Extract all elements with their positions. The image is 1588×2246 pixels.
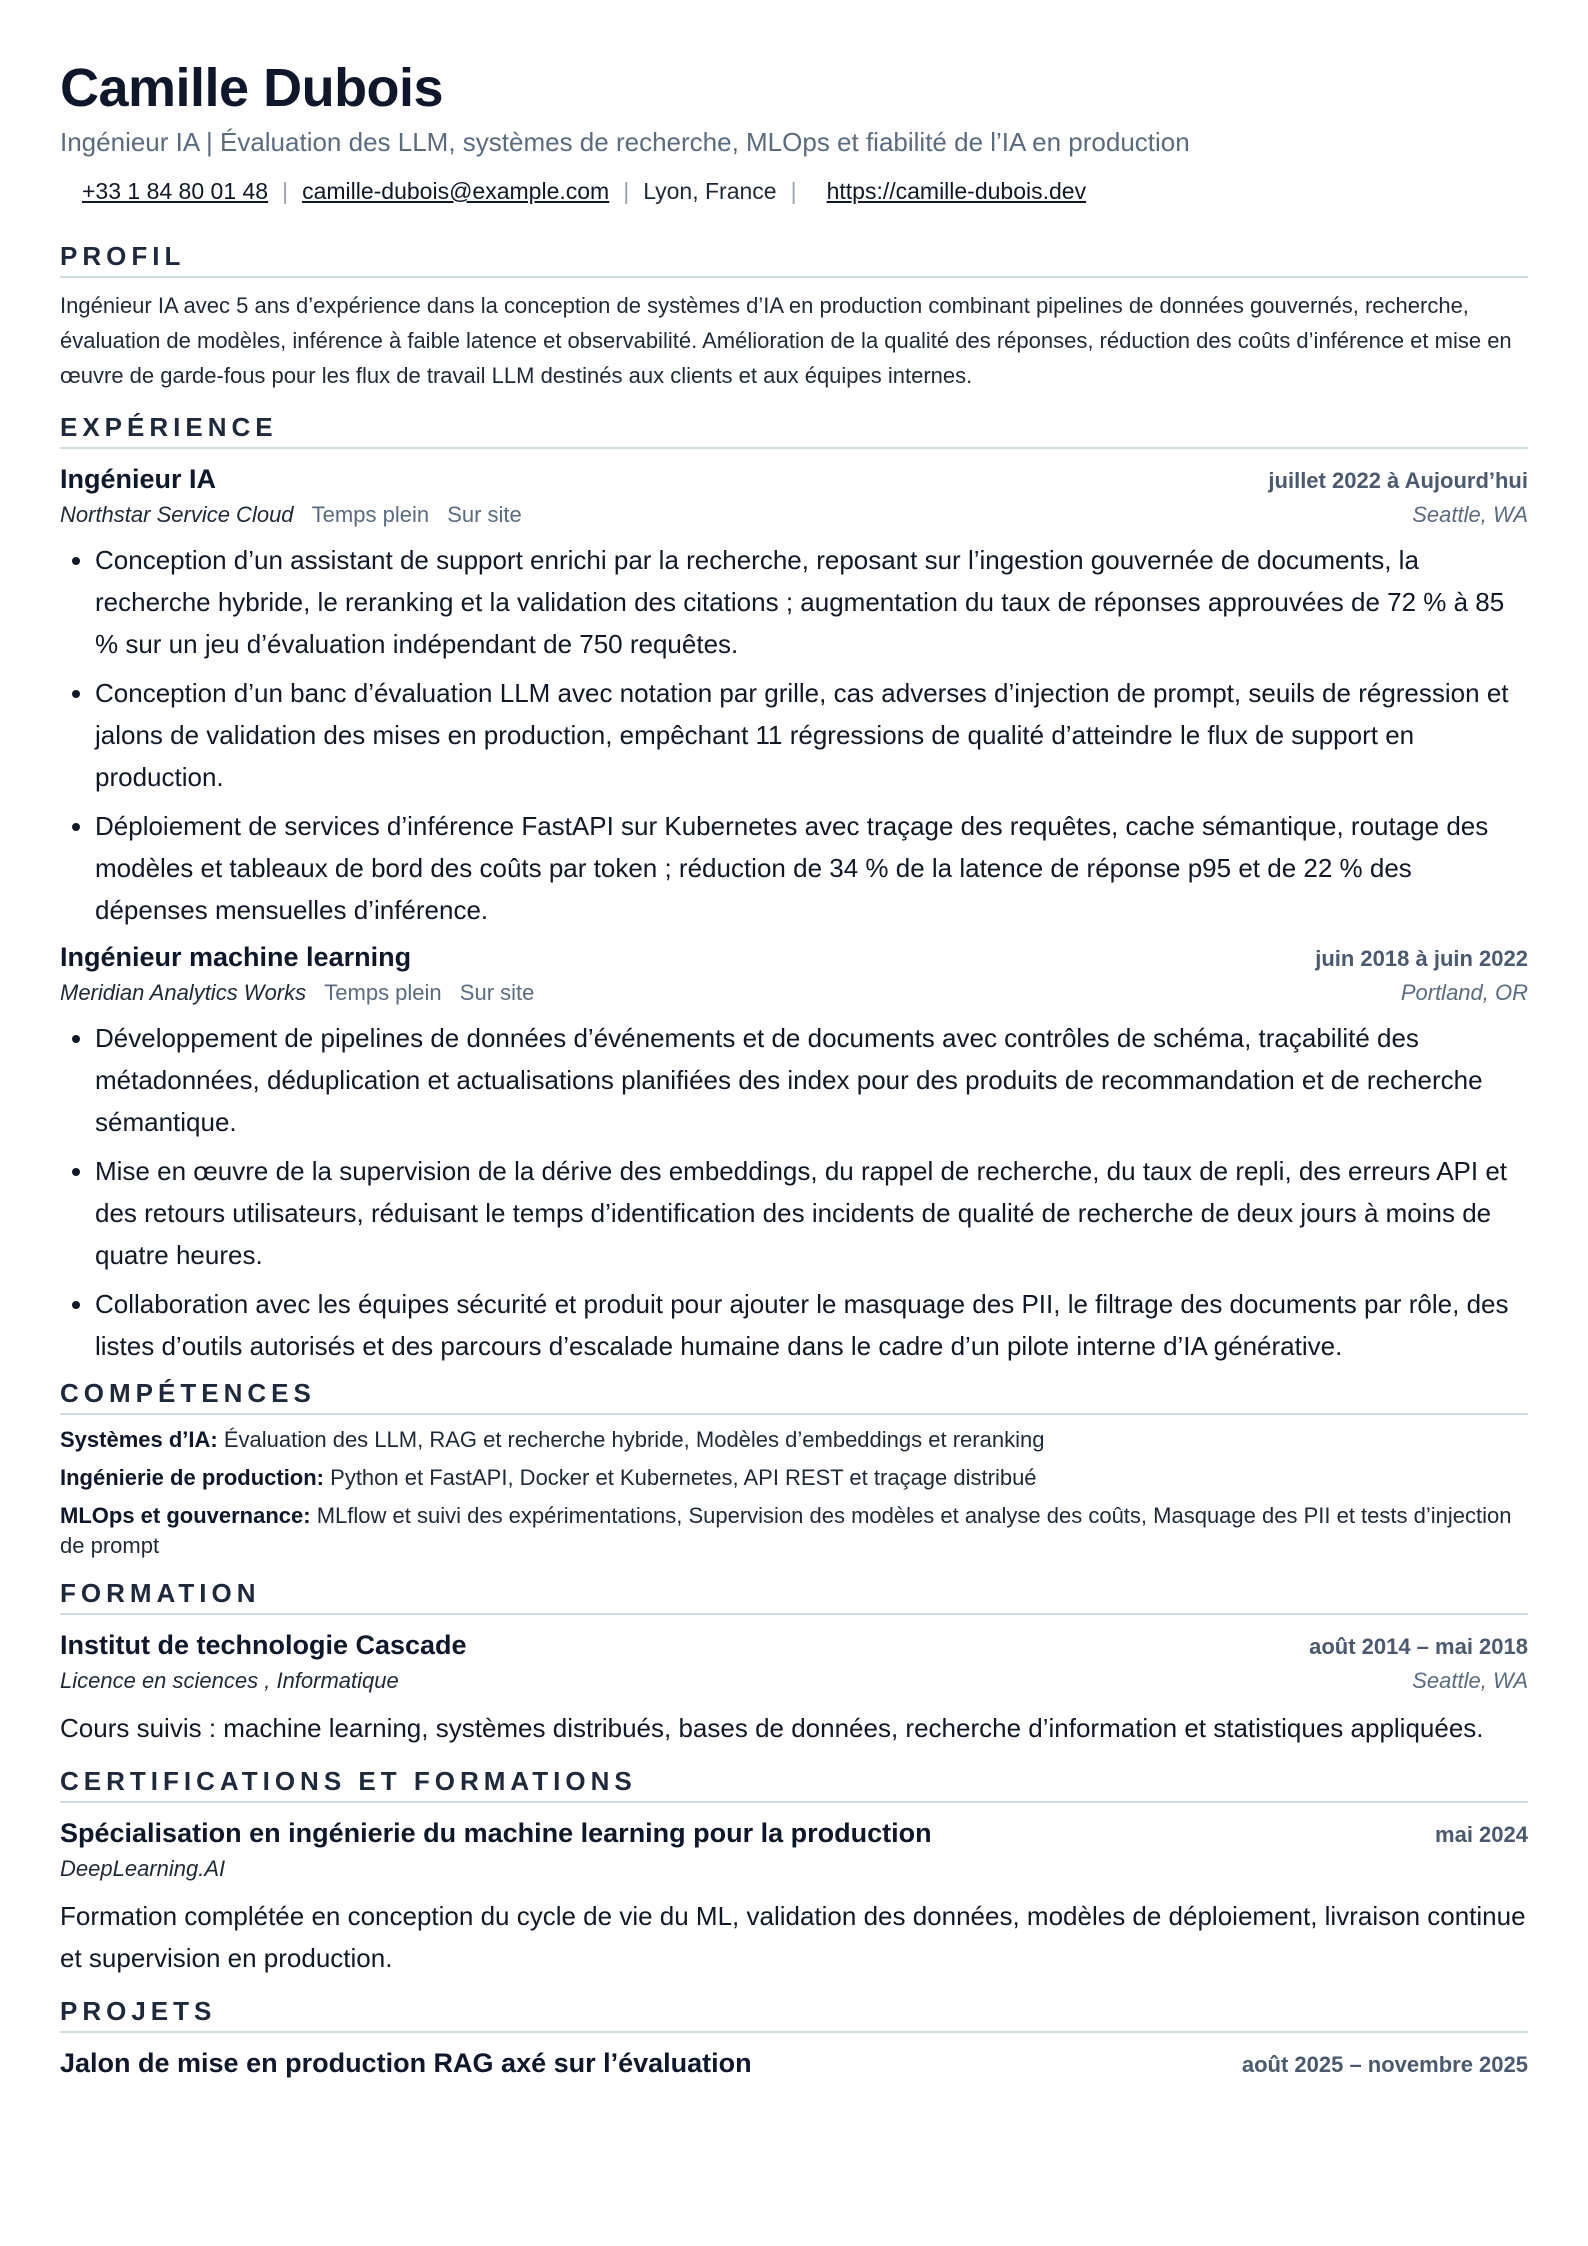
job-location: Portland, OR [1400,980,1528,1005]
coursework: Cours suivis : machine learning, systèmes distribués, bases de données, recherche d’information et statistiques appliquées. [60,1713,1484,1743]
job-location: Seattle, WA [1412,502,1528,527]
separator: | [623,178,630,204]
degree: Licence en sciences , Informatique [60,1668,399,1693]
company-name: Meridian Analytics Works [60,980,307,1005]
location-text: Lyon, France [643,178,777,204]
project-name: Jalon de mise en production RAG axé sur l’évaluation [60,2048,752,2078]
job-bullets [60,1017,1528,1367]
skill-value: MLflow et suivi des expérimentations, Supervision des modèles et analyse des coûts, Masquage des PII et tests d’injection de prompt [60,1503,1512,1558]
certification-entry [60,1815,1528,1979]
separator: | [790,178,797,204]
section-title-projects: PROJETS [60,1995,1528,2033]
employment-type: Temps plein [324,980,442,1005]
bullet-item: • Mise en œuvre de la supervision de la dérive des embeddings, du rappel de recherche, du taux de repli, des erreurs API et des retours utilisateurs, réduisant le temps d’identification des incidents de qualité de recherche de deux jours à moins de quatre heures. [95,1150,1528,1276]
section-title-education: FORMATION [60,1577,1528,1615]
separator: | [282,178,289,204]
skill-value: Python et FastAPI, Docker et Kubernetes, API REST et traçage distribué [330,1465,1037,1490]
certification-date: mai 2024 [1435,1822,1528,1847]
job-entry [60,461,1528,931]
skill-line [60,1463,1528,1493]
skill-label: Ingénierie de production: [60,1465,325,1490]
job-entry [60,939,1528,1367]
job-date: juin 2018 à juin 2022 [1315,946,1528,971]
email-link[interactable]: camille-dubois@example.com [302,178,610,204]
education-location: Seattle, WA [1412,1668,1528,1693]
bullet-item: • Conception d’un banc d’évaluation LLM avec notation par grille, cas adverses d’injection de prompt, seuils de régression et jalons de validation des mises en production, empêchant 11 régressions de qualité d’atteindre le flux de support en production. [95,672,1528,798]
certification-description: Formation complétée en conception du cycle de vie du ML, validation des données, modèles de déploiement, livraison continue et supervision en production. [60,1901,1526,1973]
bullet-item: • Déploiement de services d’inférence FastAPI sur Kubernetes avec traçage des requêtes, cache sémantique, routage des modèles et tableaux de bord des coûts par token ; réduction de 34 % de la latence de réponse p95 et de 22 % des dépenses mensuelles d’inférence. [95,805,1528,931]
skill-value: Évaluation des LLM, RAG et recherche hybride, Modèles d’embeddings et reranking [223,1427,1045,1452]
work-mode: Sur site [447,502,522,527]
education-entry [60,1627,1528,1749]
certification-name: Spécialisation en ingénierie du machine learning pour la production [60,1818,932,1848]
work-mode: Sur site [459,980,535,1005]
headline: Ingénieur IA | Évaluation des LLM, systèmes de recherche, MLOps et fiabilité de l’IA en production [60,127,1190,157]
job-title: Ingénieur IA [60,464,217,494]
bullet-item: • Conception d’un assistant de support enrichi par la recherche, reposant sur l’ingestion gouvernée de documents, la recherche hybride, le reranking et la validation des citations ; augmentation du taux de réponses approuvées de 72 % à 85 % sur un jeu d’évaluation indépendant de 750 requêtes. [95,539,1528,665]
school-name: Institut de technologie Cascade [60,1630,467,1660]
job-date: juillet 2022 à Aujourd’hui [1268,468,1528,493]
certification-issuer: DeepLearning.AI [60,1856,226,1881]
skill-line [60,1425,1528,1455]
project-entry [60,2045,1528,2081]
skill-line [60,1501,1528,1561]
company-name: Northstar Service Cloud [60,502,294,527]
education-date: août 2014 – mai 2018 [1309,1634,1528,1659]
section-title-profile: PROFIL [60,240,1528,278]
job-bullets [60,539,1528,931]
website-link[interactable]: https://camille-dubois.dev [826,178,1087,204]
section-title-certifications: CERTIFICATIONS ET FORMATIONS [60,1765,1528,1803]
bullet-item: • Collaboration avec les équipes sécurité et produit pour ajouter le masquage des PII, le filtrage des documents par rôle, des listes d’outils autorisés et des parcours d’escalade humaine dans le cadre d’un pilote interne d’IA générative. [95,1283,1528,1367]
section-title-skills: COMPÉTENCES [60,1377,1528,1415]
contact-bar [60,176,1528,206]
job-title: Ingénieur machine learning [60,942,412,972]
phone-link[interactable]: +33 1 84 80 01 48 [82,178,269,204]
candidate-name: Camille Dubois [60,58,444,118]
bullet-item: • Développement de pipelines de données d’événements et de documents avec contrôles de schéma, traçabilité des métadonnées, déduplication et actualisations planifiées des index pour des produits de recommandation et de recherche sémantique. [95,1017,1528,1143]
project-date: août 2025 – novembre 2025 [1241,2052,1528,2077]
section-title-experience: EXPÉRIENCE [60,411,1528,449]
skill-label: Systèmes d’IA: [60,1427,218,1452]
skill-label: MLOps et gouvernance: [60,1503,311,1528]
employment-type: Temps plein [311,502,430,527]
profile-summary: Ingénieur IA avec 5 ans d’expérience dans la conception de systèmes d’IA en production combinant pipelines de données gouvernés, recherche, évaluation de modèles, inférence à faible latence et observabilité. Amélioration de la qualité des réponses, réduction des coûts d’inférence et mise en œuvre de garde-fous pour les flux de travail LLM destinés aux clients et aux équipes internes. [60,293,1512,388]
